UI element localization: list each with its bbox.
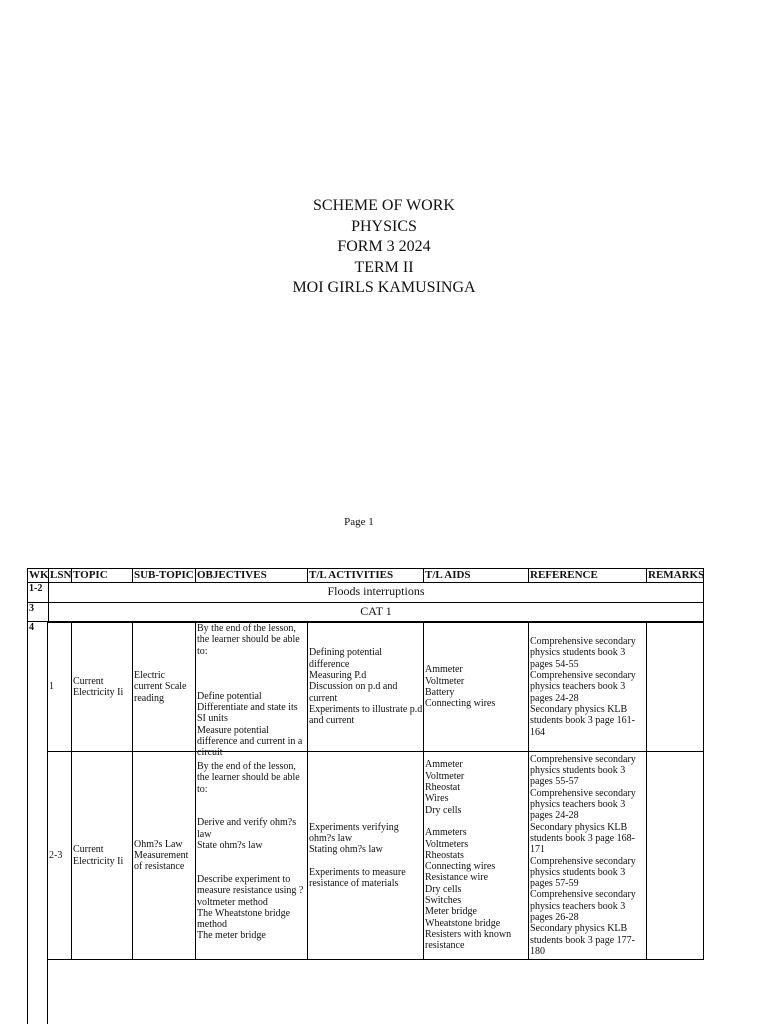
objectives-text: Describe experiment to measure resistance using ? voltmeter method The Wheatstone bridge method The meter bridge: [197, 873, 304, 942]
subtopic-cell: Electric current Scale reading: [133, 623, 196, 751]
table-header: [27, 568, 704, 583]
aids-cell: [424, 623, 529, 751]
aids-text: Ammeter Voltmeter Rheostat Wires Dry cells Ammeters Voltmeters Rheostats Connecting wires Resistance wire Dry cells Switches Meter bridge Wheatstone bridge Resisters with known resistance: [425, 759, 512, 952]
header-reference: REFERENCE: [529, 569, 647, 582]
objectives-cell: [196, 623, 308, 759]
header-activities: T/L ACTIVITIES: [308, 569, 424, 582]
subject-title: PHYSICS: [351, 217, 417, 235]
header-topic: TOPIC: [72, 569, 133, 582]
activities-text: Experiments verifying ohm?s law Stating ohm?s law Experiments to measure resistance of materials: [309, 821, 406, 890]
lsn-cell: 1: [48, 623, 72, 751]
objectives-intro: By the end of the lesson, the learner should be able to:: [197, 761, 303, 795]
column-divider: [47, 960, 48, 1024]
header-objectives: OBJECTIVES: [196, 569, 308, 582]
reference-text: Comprehensive secondary physics students book 3 pages 54-55 Comprehensive secondary physics teachers book 3 pages 24-28 Secondary physics KLB students book 3 page 161-164: [530, 636, 636, 738]
remarks-cell: [647, 752, 703, 959]
subtopic-cell: Ohm?s Law Measurement of resistance: [133, 752, 196, 959]
objectives-text: Derive and verify ohm?s law State ohm?s law: [197, 817, 297, 852]
topic-cell: Current Electricity Ii: [72, 752, 133, 959]
table-row: [27, 583, 704, 603]
topic-cell: Current Electricity Ii: [72, 623, 133, 751]
objectives-intro: By the end of the lesson, the learner should be able to:: [197, 623, 303, 657]
form-year-title: FORM 3 2024: [337, 238, 431, 255]
header-lsn: LSN: [50, 569, 72, 581]
school-name: MOI GIRLS KAMUSINGA: [292, 279, 476, 296]
header-subtopic: SUB-TOPIC: [133, 569, 196, 582]
header-remarks: REMARKS: [648, 569, 705, 581]
reference-text: Comprehensive secondary physics students book 3 pages 55-57 Comprehensive secondary physics teachers book 3 pages 24-28 Secondary physics KLB students book 3 page 168-171 Comprehensive secondary physics students book 3 pages 57-59 Comprehensive secondary physics teachers book 3 pages 26-28 Secondary physics KLB students book 3 page 177-180: [530, 753, 636, 957]
header-wk: WK: [29, 569, 49, 581]
table-row: [47, 622, 704, 759]
header-aids: T/L AIDS: [424, 569, 529, 582]
objectives-text: Define potential Differentiate and state its SI units Measure potential difference and current in a circuit: [197, 690, 303, 759]
activities-text: Defining potential difference Measuring P.d Discussion on p.d and current Experiments to illustrate p.d and current: [309, 647, 423, 727]
aids-text: Ammeter Voltmeter Battery Connecting wires: [425, 664, 496, 710]
band-text: Floods interruptions: [327, 584, 425, 598]
band-text: CAT 1: [360, 604, 392, 618]
term-title: TERM II: [354, 258, 414, 276]
lsn-cell: 2-3: [48, 752, 72, 959]
document-title: SCHEME OF WORK: [313, 197, 455, 214]
remarks-cell: [647, 623, 703, 751]
aids-cell: [424, 752, 529, 959]
week-cell: 1-2: [28, 583, 49, 602]
activities-cell: [308, 623, 424, 751]
table-row: [27, 603, 704, 622]
week-cell: 3: [28, 603, 49, 621]
table-row: [47, 752, 704, 960]
page-number: Page 1: [344, 516, 374, 528]
reference-cell: [529, 752, 647, 959]
reference-cell: [529, 623, 647, 751]
week-cell: 4: [27, 622, 48, 1024]
title-block: [0, 196, 768, 299]
activities-cell: [308, 752, 424, 959]
scheme-table: [27, 568, 704, 1024]
objectives-cell: [196, 752, 308, 959]
